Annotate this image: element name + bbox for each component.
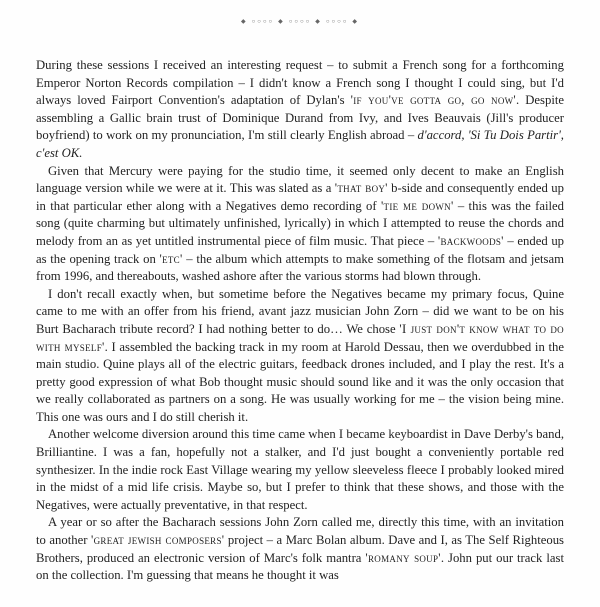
dots-ornament-icon: ○○○○ [251,19,275,25]
paragraph [36,163,564,286]
text-run: . Despite assembling a Gallic brain trust of Dominique Durand from Ivy, and Ives Beauvais (Jill's producer boyfriend) to work on my pronunciation, I'm still clearly English abroad – [36,93,564,143]
song-title: 'backwoods' [437,233,504,248]
paragraph [36,286,564,427]
section-ornament [0,18,600,25]
text-run: b-side and consequently ended up in that particular ether along with a Negatives demo recording of [36,181,564,213]
text-run: – ended up as the opening track on [36,233,565,266]
song-title: 'if you've gotta go, go now' [350,93,517,108]
text-run: project – a Marc Bolan album. Dave and I, as The Self Righteous Brothers, produced an electronic version of Marc's folk mantra [36,533,564,565]
text-run: . John put our track last on the collection. I'm guessing that means he thought it was [36,550,564,583]
text-run: A year or so after the Bacharach sessions John Zorn called me, directly this time, with an invitation to another [36,515,564,548]
text-run: During these sessions I received an interesting request – to submit a French song for a forthcoming Emperor Norton Records compilation – I didn't know a French song I thought I could sing, but I'd always loved Fairport Convention's adaptation of Dylan's [36,58,564,108]
text-run: – the album which attempts to make something of the flotsam and jetsam from 1996, and thereabouts, washed ashore after the various storms had blown through. [36,251,564,284]
paragraph [36,57,564,163]
diamond-ornament-icon: ◆ [352,19,359,25]
text-run: Another welcome diversion around this time came when I became keyboardist in Dave Derby's band, Brilliantine. I was a fan, hopefully not a stalker, and I'd just bought a conveniently portable red synthesizer. In the indie rock East Village wearing my yellow sleeveless fleece I probably looked mired in the midst of a mid life crisis. Maybe so, but I prefer to think that these shows, and those with the Negatives, were actually preventative, in that respect. [36,427,564,512]
text-run: . I assembled the backing track in my room at Harold Dessau, then we overdubbed in the main studio. Quine plays all of the electric guitars, feedback drones included, and I play the rest. It's a pretty good expression of what Bob thought music should sound like and it was the only occasion that we really collaborated as partners on a song. He was usually working for me – the vision being mine. This one was ours and I do still cherish it. [36,339,565,424]
song-title: 'tie me down' [380,198,454,213]
dots-ornament-icon: ○○○○ [288,19,312,25]
text-run: I don't recall exactly when, but sometime before the Negatives became my primary focus, Quine came to me with an offer from his friend, avant jazz musician John Zorn – did we want to be on his Burt Bacharach tribute record? I had nothing better to do… We chose [36,286,564,336]
text-run: – this was the failed song (quite charming but ultimately unfinished, lyrically) in which I attempted to reuse the chords and melody from an as yet untitled instrumental piece of film music. That piece – [36,198,564,248]
song-title: 'I just don't know what to do with myself' [36,321,564,354]
paragraph [36,426,564,514]
text-run: Given that Mercury were paying for the studio time, it seemed only decent to make an English language version while we were at it. This was slated as a [36,163,564,196]
song-title: 'great jewish composers' [91,533,225,548]
paragraph [36,514,564,584]
diamond-ornament-icon: ◆ [315,19,322,25]
diamond-ornament-icon: ◆ [241,19,248,25]
dots-ornament-icon: ○○○○ [325,19,349,25]
song-title: 'etc' [159,251,183,266]
diamond-ornament-icon: ◆ [278,19,285,25]
song-title: 'romany soup' [365,550,441,565]
body-text [36,57,564,585]
italic-phrase: d'accord, 'Si Tu Dois Partir', c'est OK. [36,128,564,160]
song-title: 'that boy' [334,181,388,196]
